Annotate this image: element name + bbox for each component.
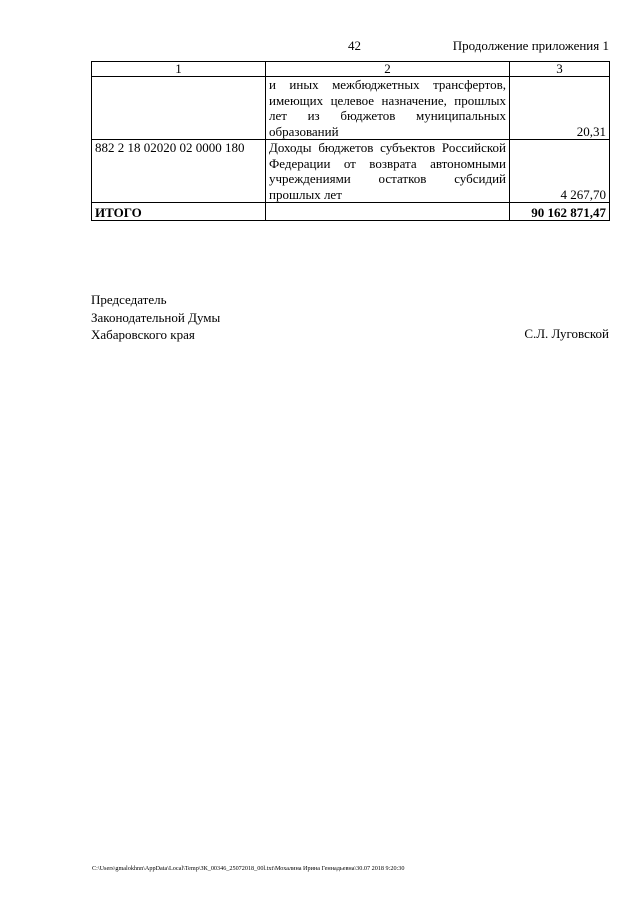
total-description-cell [266, 203, 510, 221]
description-cell: и иных межбюджетных трансфертов, имеющих целевое назначение, прошлых лет из бюджетов муниципальных образований [266, 77, 510, 140]
signatory-name: С.Л. Луговской [524, 326, 609, 341]
column-header-1: 1 [92, 62, 266, 77]
table-row [92, 140, 610, 203]
column-header-3: 3 [510, 62, 610, 77]
table-header-row [92, 62, 610, 77]
amount-cell: 20,31 [510, 77, 610, 140]
signature-organization-line: Законодательной Думы [91, 309, 221, 325]
income-code-cell [92, 77, 266, 140]
column-header-2: 2 [266, 62, 510, 77]
budget-table [91, 61, 610, 221]
footer-file-path: C:\Users\gmalokhnn\AppData\Local\Temp\ЗК_00346_25072018_00l.txt\Мохалина Ирина Геннадьевна\30.07 2018 9:20:30 [92, 865, 405, 872]
appendix-continuation-label: Продолжение приложения 1 [452, 38, 609, 53]
table-row [92, 77, 610, 140]
income-code-cell: 882 2 18 02020 02 0000 180 [92, 140, 266, 203]
total-amount: 90 162 871,47 [510, 203, 610, 221]
total-row [92, 203, 610, 221]
signature-region-line: Хабаровского края [91, 327, 195, 342]
description-cell: Доходы бюджетов субъектов Российской Федерации от возврата автономными учреждениями остатков субсидий прошлых лет [266, 140, 510, 203]
page-number: 42 [348, 38, 361, 53]
amount-cell: 4 267,70 [510, 140, 610, 203]
signature-position-line: Председатель [91, 292, 167, 307]
signature-block [91, 291, 220, 344]
total-label: ИТОГО [92, 203, 266, 221]
